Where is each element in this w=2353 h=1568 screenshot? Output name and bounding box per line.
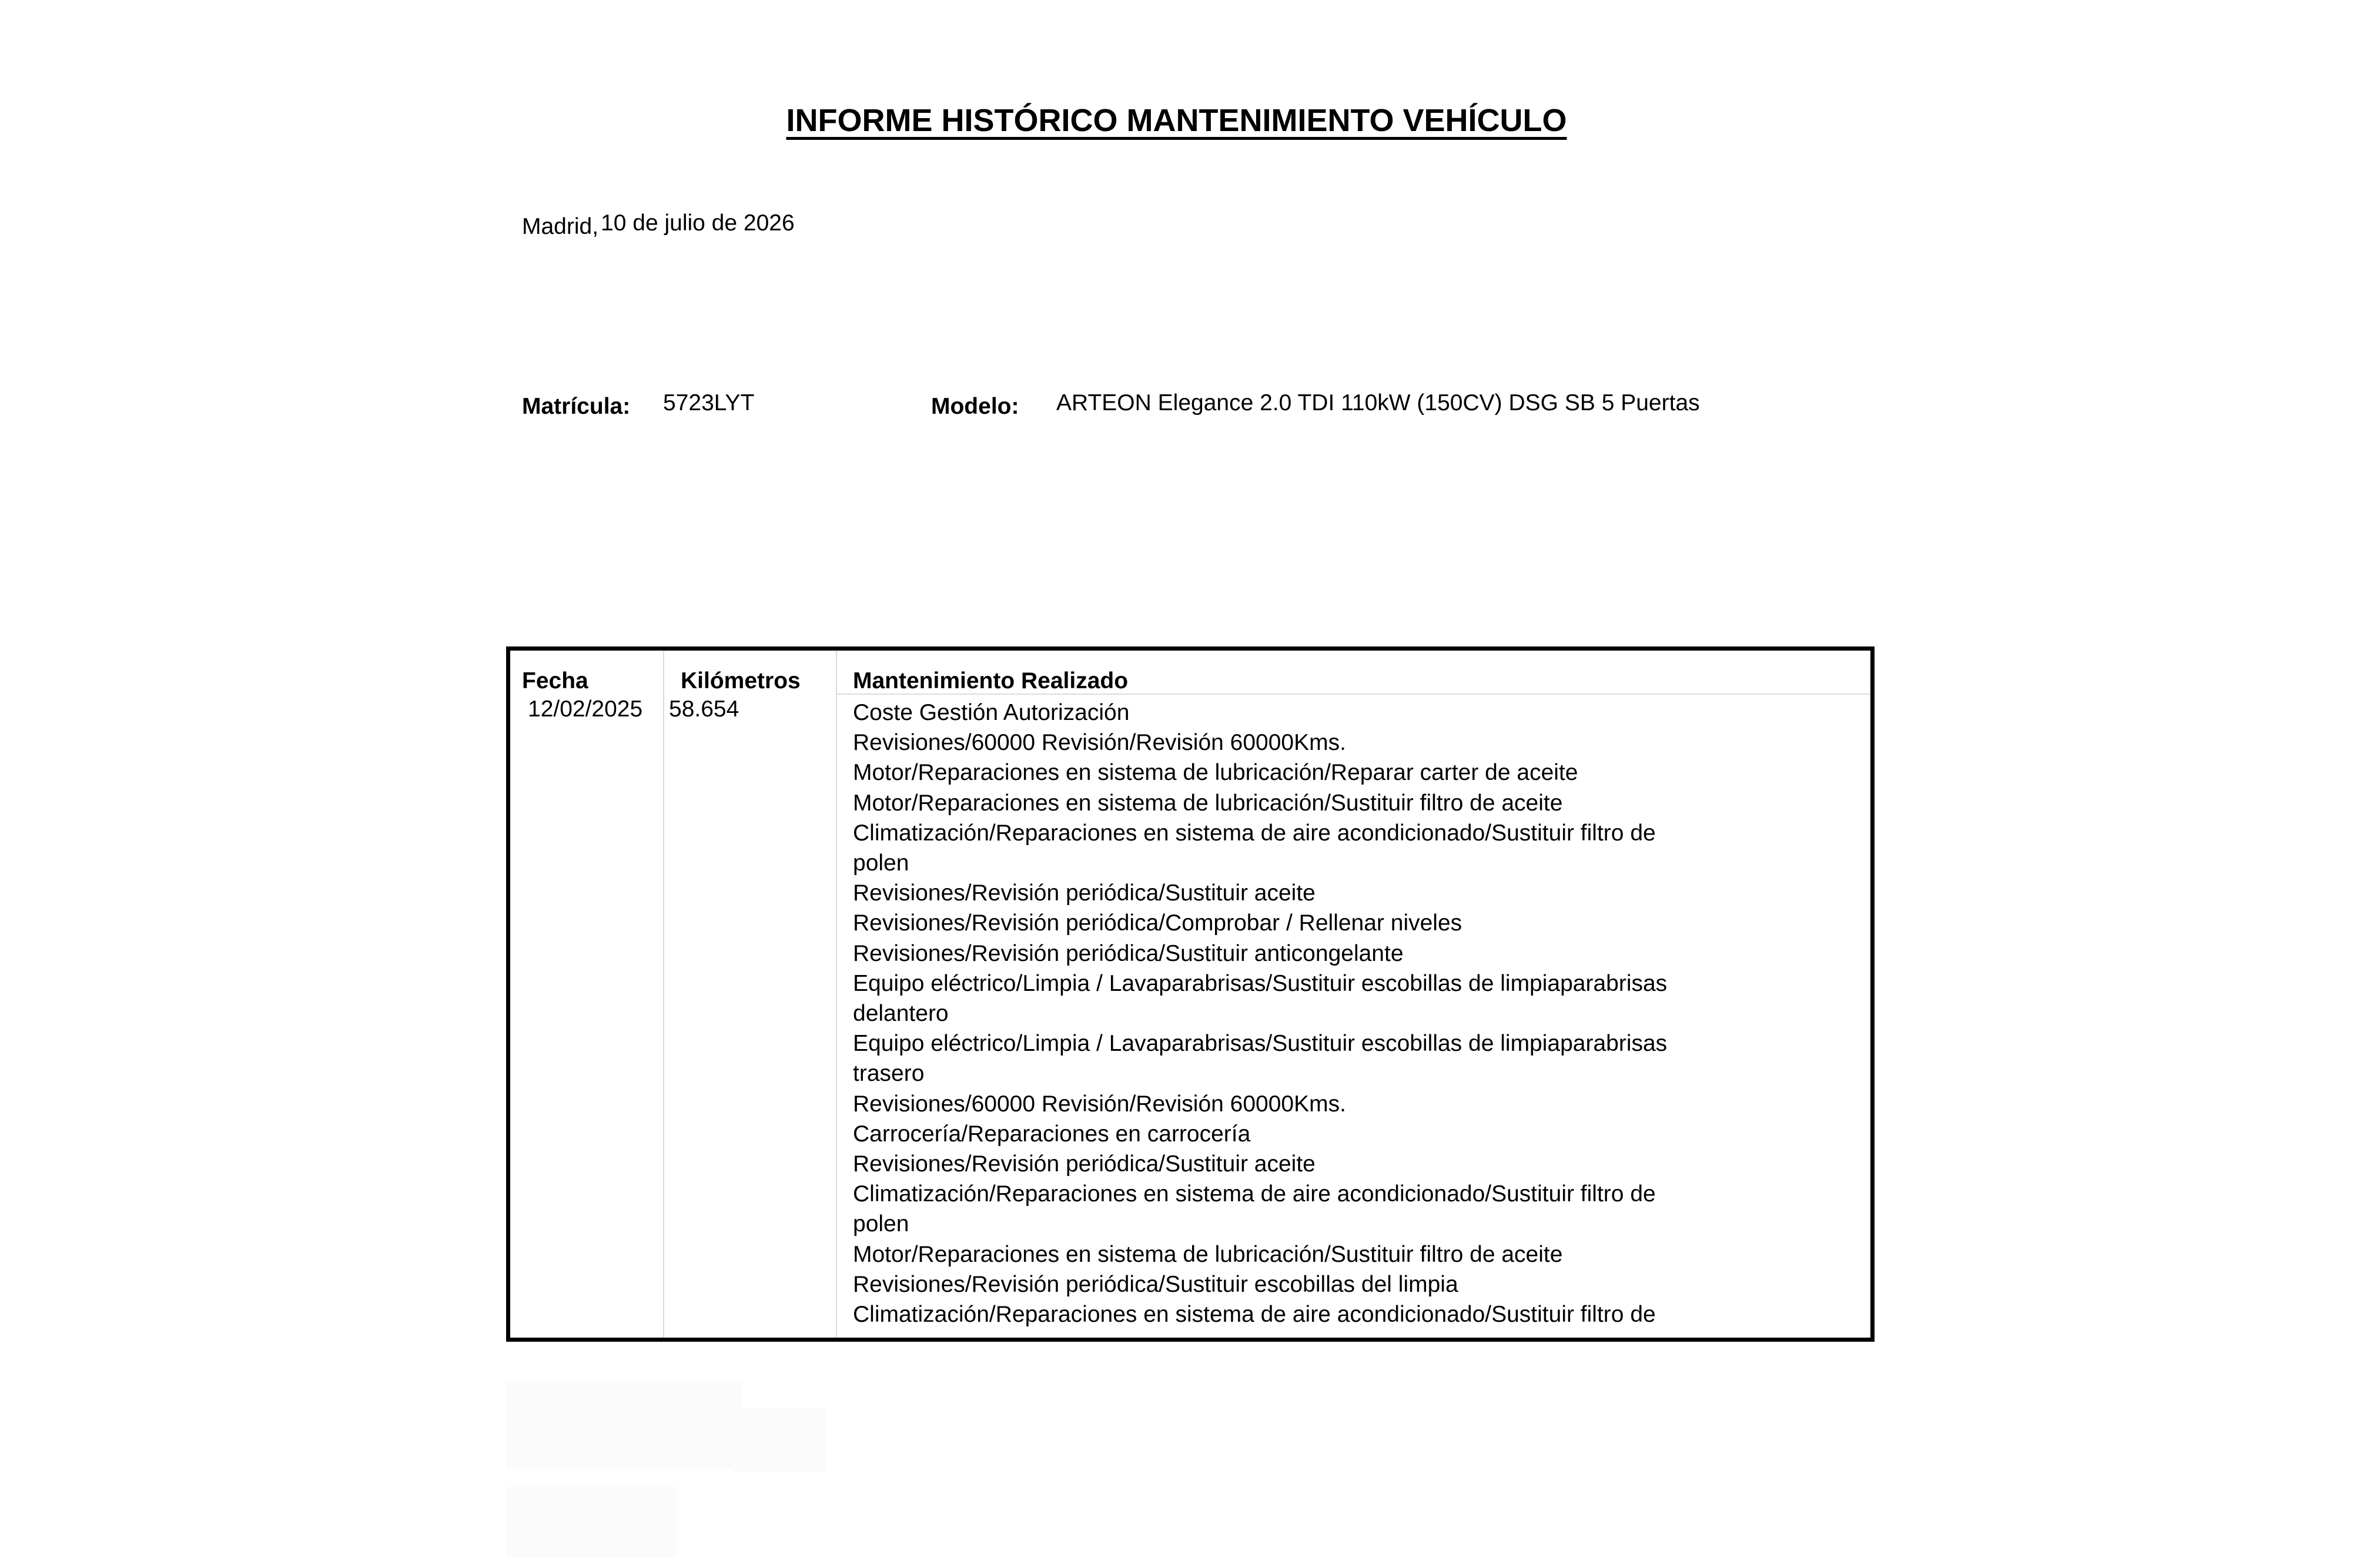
model-label: Modelo: [931,394,1019,419]
maintenance-item: Revisiones/Revisión periódica/Sustituir aceite [853,1151,1316,1177]
maintenance-item: polen [853,1211,909,1237]
row-date: 12/02/2025 [528,696,643,722]
report-title: INFORME HISTÓRICO MANTENIMIENTO VEHÍCULO [786,103,1567,138]
maintenance-item: Equipo eléctrico/Limpia / Lavaparabrisas/Sustituir escobillas de limpiaparabrisas [853,970,1668,996]
maintenance-item: Revisiones/Revisión periódica/Comprobar / Rellenar niveles [853,910,1462,936]
maintenance-item: Revisiones/Revisión periódica/Sustituir anticongelante [853,940,1404,966]
header-date: Fecha [522,668,588,693]
maintenance-item: delantero [853,1001,949,1027]
maintenance-item: Climatización/Reparaciones en sistema de aire acondicionado/Sustituir filtro de [853,820,1656,846]
maintenance-table [506,646,1875,1342]
maintenance-list [853,698,1667,1329]
column-divider [836,651,837,1338]
column-divider [663,651,664,1338]
plate-value: 5723LYT [663,390,755,416]
city-label: Madrid, [522,214,599,239]
model-value: ARTEON Elegance 2.0 TDI 110kW (150CV) DSG SB 5 Puertas [1056,390,1700,416]
header-km: Kilómetros [681,668,801,693]
place-date [522,210,795,239]
maintenance-item: Motor/Reparaciones en sistema de lubricación/Sustituir filtro de aceite [853,1241,1563,1267]
maintenance-item: Carrocería/Reparaciones en carrocería [853,1121,1251,1147]
maintenance-item: trasero [853,1061,925,1087]
maintenance-item: Revisiones/60000 Revisión/Revisión 60000Kms. [853,730,1346,756]
row-km: 58.654 [669,696,739,722]
report-date: 10 de julio de 2026 [601,210,795,236]
header-maintenance: Mantenimiento Realizado [853,668,1129,693]
plate-label: Matrícula: [522,394,631,419]
maintenance-item: Revisiones/Revisión periódica/Sustituir aceite [853,880,1316,906]
maintenance-item: polen [853,850,909,876]
faded-artifact [732,1408,826,1472]
faded-artifact [506,1487,677,1557]
maintenance-item: Coste Gestión Autorización [853,700,1130,725]
maintenance-item: Climatización/Reparaciones en sistema de aire acondicionado/Sustituir filtro de [853,1181,1656,1207]
faded-artifact [506,1381,741,1469]
maintenance-item: Equipo eléctrico/Limpia / Lavaparabrisas/Sustituir escobillas de limpiaparabrisas [853,1031,1668,1057]
maintenance-item: Motor/Reparaciones en sistema de lubricación/Reparar carter de aceite [853,760,1578,786]
maintenance-item: Revisiones/60000 Revisión/Revisión 60000Kms. [853,1091,1346,1117]
maintenance-item: Revisiones/Revisión periódica/Sustituir escobillas del limpia [853,1271,1458,1297]
maintenance-item: Climatización/Reparaciones en sistema de aire acondicionado/Sustituir filtro de [853,1302,1656,1328]
maintenance-item: Motor/Reparaciones en sistema de lubricación/Sustituir filtro de aceite [853,790,1563,816]
